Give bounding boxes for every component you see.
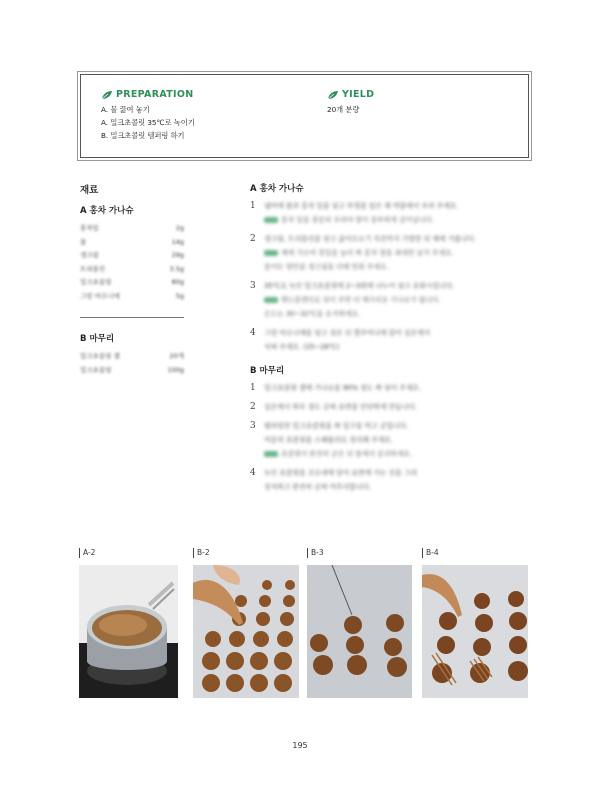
- yield-title: YIELD: [342, 89, 375, 100]
- tip-badge: [264, 250, 278, 256]
- step-text: 그랑 마르니에를 넣고 섞은 뒤 짤주머니에 담아 실온에서: [264, 329, 431, 337]
- tip-text: 핸드블렌더로 섞어 주면 더 매끄러운 가나슈가 됩니다.: [281, 296, 441, 304]
- preparation-item: A. 물 끓여 놓기: [101, 105, 150, 114]
- step-number: 2: [250, 402, 256, 412]
- step-body: [264, 279, 454, 321]
- step-tip: [264, 246, 476, 260]
- method-step: [250, 419, 530, 461]
- yield-block: [327, 89, 374, 116]
- method-step: [250, 232, 530, 274]
- ingredient-row: 밀크초콜릿 셸 20개: [80, 352, 184, 360]
- step-text: 실온에서 하루 정도 굳혀 표면을 단단하게 만듭니다.: [264, 403, 418, 411]
- ingredients-section-b-title: B 마무리: [80, 334, 115, 344]
- step-text: 템퍼링한 밀크초콜릿을 짜 입구를 막고 굳힙니다.: [264, 422, 409, 430]
- ingredient-row: 홍차잎 2g: [80, 224, 184, 232]
- drizzle-decoration-photo: [422, 565, 528, 698]
- ingredient-row: 그랑 마르니에 5g: [80, 291, 184, 300]
- photo-label: B-3: [307, 548, 412, 558]
- method-step: [250, 326, 530, 354]
- preparation-item: B. 밀크초콜릿 템퍼링 하기: [101, 131, 185, 140]
- step-text: 식혀 주세요. (25~26℃): [264, 343, 340, 351]
- step-body: [264, 400, 417, 414]
- ingredients-heading: 재료: [80, 185, 99, 196]
- step-text: 녹인 초콜릿을 코르네에 담아 표면에 가는 선을 그려: [264, 469, 418, 477]
- preparation-yield-box: [80, 74, 529, 158]
- ingredient-row: 트리몰린 3.5g: [80, 264, 184, 273]
- tip-text: 초콜릿이 완전히 굳은 뒤 틀에서 분리하세요.: [281, 450, 413, 458]
- step-body: [264, 199, 458, 227]
- method-step: [250, 466, 530, 494]
- tip-text: 홍차 잎을 충분히 우려야 향이 풍부하게 살아납니다.: [281, 216, 435, 224]
- step-body: [264, 419, 412, 461]
- step-number: 1: [250, 201, 256, 211]
- tip-text: 체에 거르며 찻잎을 눌러 짜 홍차 향을 최대한 남겨 주세요.: [281, 249, 454, 257]
- photo-card-b3: [307, 548, 412, 558]
- method-step: [250, 400, 530, 414]
- photo-label: B-4: [422, 548, 528, 558]
- step-number: 3: [250, 421, 256, 431]
- tip-text: 줄어든 양만큼 생크림을 더해 맞춰 주세요.: [264, 263, 389, 271]
- ingredients-list-a: [80, 222, 185, 303]
- photo-card-a2: [79, 548, 178, 558]
- method-step: [250, 279, 530, 321]
- method-steps-b: [250, 381, 530, 494]
- photo-label: B-2: [193, 548, 299, 558]
- chocolate-balls-photo: [307, 565, 412, 698]
- photo-label: A-2: [79, 548, 178, 558]
- step-body: [264, 466, 417, 494]
- step-number: 1: [250, 383, 256, 393]
- piping-ganache-photo: [193, 565, 299, 698]
- method-column: [250, 182, 530, 494]
- yield-value: 20개 분량: [327, 105, 360, 114]
- tip-text: 온도는 30~32℃를 유지하세요.: [264, 310, 361, 318]
- step-tip: [264, 307, 454, 321]
- ingredients-column: [80, 182, 185, 377]
- step-number: 4: [250, 468, 256, 478]
- step-text: 냄비에 물과 홍차 잎을 넣고 뚜껑을 덮은 채 약불에서 우려 주세요.: [264, 202, 459, 210]
- divider: [80, 317, 184, 318]
- step-text: 35℃로 녹인 밀크초콜릿에 2~3회에 나누어 넣고 유화시킵니다.: [264, 282, 455, 290]
- preparation-title: PREPARATION: [116, 89, 194, 100]
- method-step: [250, 381, 530, 395]
- leaf-icon: [101, 90, 113, 100]
- leaf-icon: [327, 90, 339, 100]
- step-body: [264, 232, 476, 274]
- saucepan-tea-photo: [79, 565, 178, 698]
- step-body: [264, 326, 430, 354]
- step-text: 장식하고 완전히 굳혀 마무리합니다.: [264, 483, 372, 491]
- method-step: [250, 199, 530, 227]
- ingredients-section-a-title: A 홍차 가나슈: [80, 206, 134, 216]
- step-number: 3: [250, 281, 256, 291]
- preparation-heading: [101, 89, 195, 100]
- ingredient-row: 생크림 29g: [80, 251, 184, 259]
- ingredient-row: 밀크초콜릿 100g: [80, 365, 184, 374]
- step-text: 밀크초콜릿 셸에 가나슈를 90% 정도 짜 넣어 주세요.: [264, 384, 422, 392]
- step-text: 생크림, 트리몰린을 넣고 끓어오르기 직전까지 가열한 뒤 체에 거릅니다.: [264, 235, 477, 243]
- preparation-block: [101, 89, 195, 142]
- step-number: 4: [250, 328, 256, 338]
- photo-card-b2: [193, 548, 299, 558]
- tip-badge: [264, 297, 278, 303]
- method-steps-a: [250, 199, 530, 354]
- ingredient-row: 물 14g: [80, 237, 184, 246]
- method-section-a-title: A 홍차 가나슈: [250, 184, 304, 194]
- step-tip: [264, 260, 476, 274]
- ingredients-list-b: [80, 350, 185, 377]
- yield-heading: [327, 89, 374, 100]
- preparation-item: A. 밀크초콜릿 35℃로 녹이기: [101, 118, 195, 127]
- step-tip: [264, 213, 458, 227]
- step-tip: [264, 447, 412, 461]
- page-number: 195: [292, 741, 308, 750]
- method-section-b-title: B 마무리: [250, 366, 285, 376]
- tip-badge: [264, 217, 278, 223]
- ingredient-row: 밀크초콜릿 80g: [80, 278, 184, 286]
- photo-card-b4: [422, 548, 528, 558]
- tip-badge: [264, 451, 278, 457]
- step-text: 여분의 초콜릿을 스패튤러로 정리해 주세요.: [264, 436, 393, 444]
- step-number: 2: [250, 234, 256, 244]
- step-tip: [264, 293, 454, 307]
- step-body: [264, 381, 421, 395]
